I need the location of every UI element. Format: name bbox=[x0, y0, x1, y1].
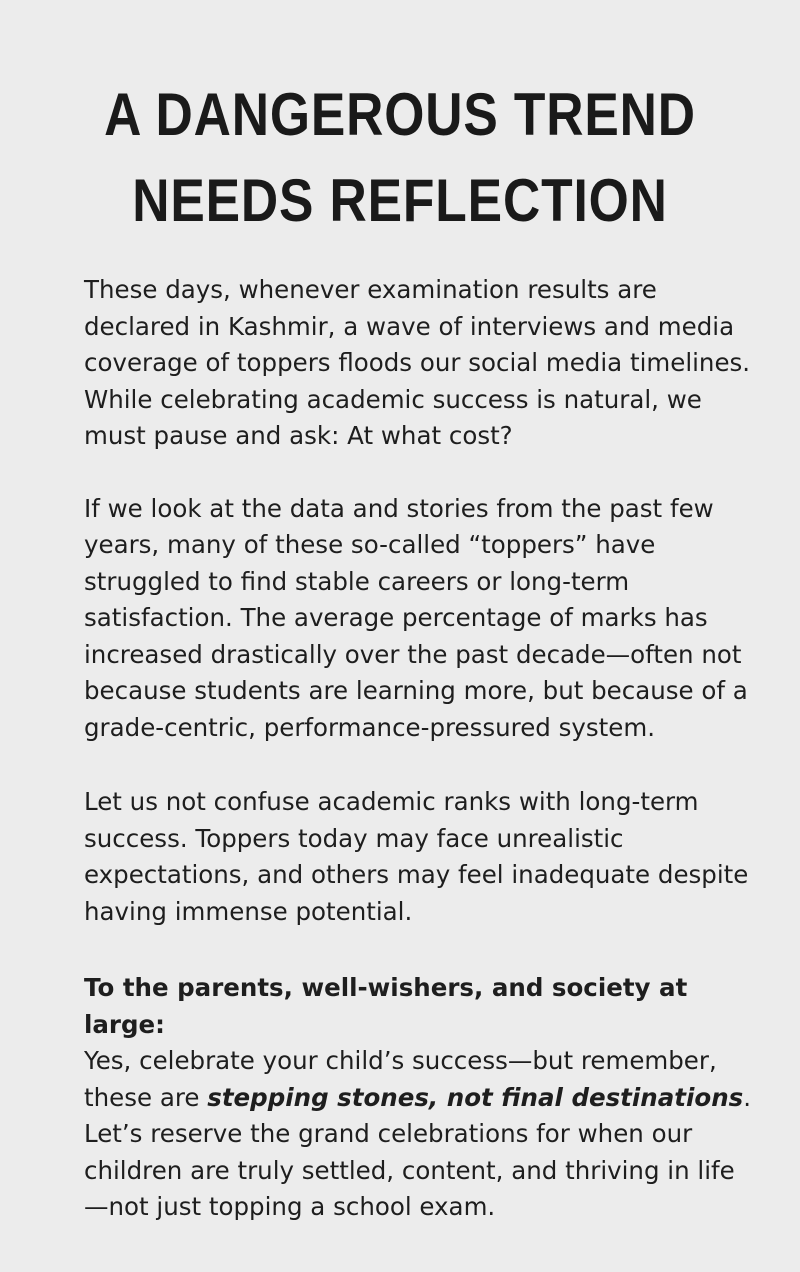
title-line-1: A DANGEROUS TREND bbox=[104, 81, 696, 148]
title-line-2: NEEDS REFLECTION bbox=[132, 167, 668, 234]
paragraph-data-stories: If we look at the data and stories from the past few years, many of these so-called “toppers” have struggled to find stable careers or long-term satisfaction. The average percentage of marks has increased drastically over the past decade—often not because students are learning more, but because of a grade-centric, performance-pressured system. bbox=[84, 493, 748, 742]
paragraph-intro: These days, whenever examination results are declared in Kashmir, a wave of interviews and media coverage of toppers floods our social media timelines. While celebrating academic success is natural, we must pause and ask: At what cost? bbox=[84, 275, 751, 450]
paragraph-parents-text-2: . Let’s reserve the grand celebrations for when our children are truly settled, content, and thriving in life—not just topping a school exam. bbox=[84, 1082, 752, 1221]
paragraph-ranks: Let us not confuse academic ranks with long-term success. Toppers today may face unrealistic expectations, and others may feel inadequate despite having immense potential. bbox=[84, 787, 749, 926]
article-page bbox=[0, 72, 800, 1272]
article-title bbox=[56, 72, 744, 244]
paragraph-parents-text-1: Yes, celebrate your child’s success—but remember, these are bbox=[84, 1046, 717, 1112]
paragraph-parents-lead: To the parents, well-wishers, and society at large: bbox=[84, 973, 688, 1039]
paragraph-parents bbox=[84, 970, 758, 1226]
paragraph-parents-emphasis: stepping stones, not final destinations bbox=[207, 1082, 744, 1112]
